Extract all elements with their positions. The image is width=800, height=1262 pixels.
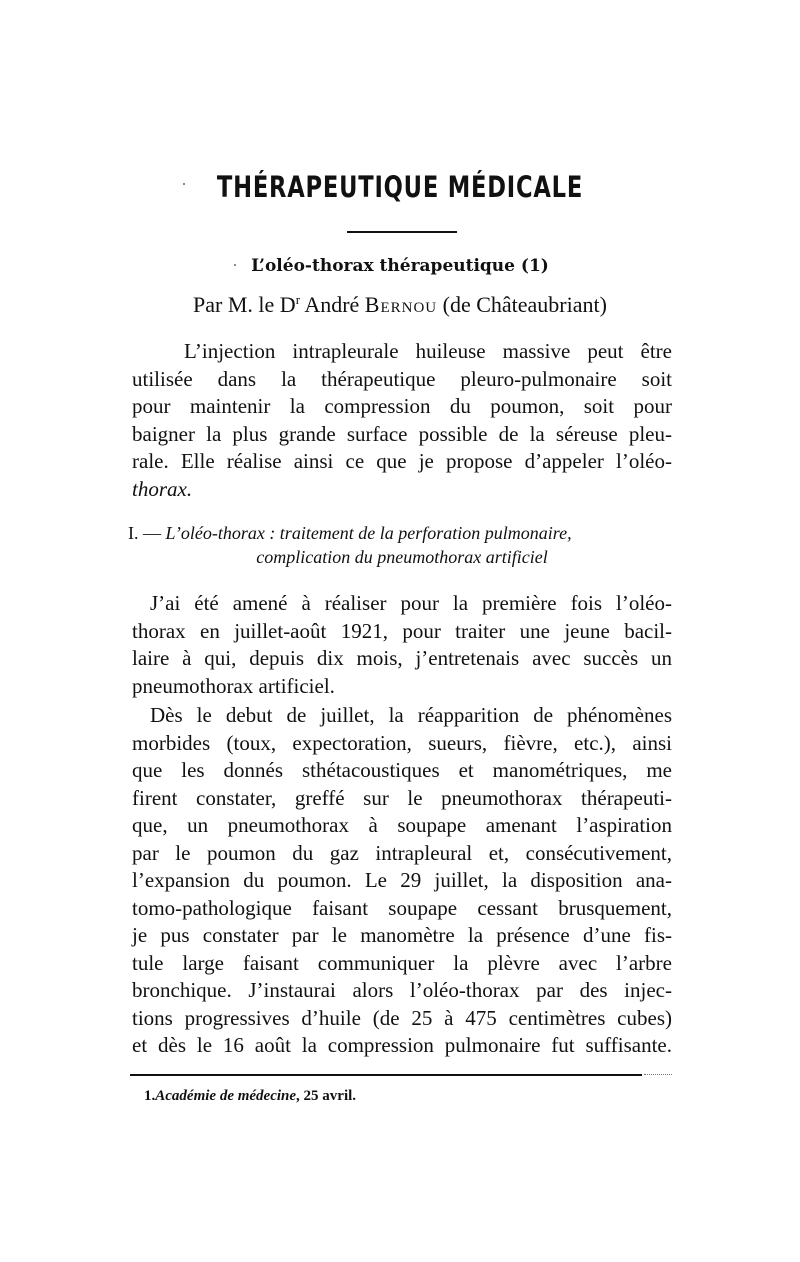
byline-superscript: r — [295, 292, 301, 307]
paragraph-line: utilisée dans la thérapeutique pleuro-pulmonaire soit — [132, 366, 672, 391]
paragraph-line: Dès le debut de juillet, la réapparition de phénomènes — [150, 703, 672, 727]
section-heading: THÉRAPEUTIQUE MÉDICALE — [216, 170, 584, 204]
byline-surname: Bernou — [364, 292, 438, 317]
paragraph-line: que les donnés sthétacoustiques et manométriques, me — [132, 758, 672, 782]
heading-rule — [347, 231, 457, 233]
intro-paragraph — [132, 338, 672, 503]
paragraph-line: laire à qui, depuis dix mois, j’entretenais avec succès un — [132, 646, 672, 670]
paragraph-line: par le poumon du gaz intrapleural et, consécutivement, — [132, 840, 672, 865]
paragraph-line: L’injection intrapleurale huileuse massive peut être — [184, 339, 672, 363]
paragraph-line: l’expansion du poumon. Le 29 juillet, la disposition ana- — [132, 868, 672, 892]
footnote-date: , 25 avril. — [296, 1088, 357, 1104]
paragraph-line: bronchique. J’instaurai alors l’oléo-thorax par des injec- — [132, 978, 672, 1002]
footnote — [144, 1088, 356, 1105]
paragraph-line: firent constater, greffé sur le pneumothorax thérapeuti- — [132, 785, 672, 810]
body-paragraph — [132, 590, 672, 700]
footnote-rule-tail — [644, 1074, 672, 1075]
subsection-heading — [128, 521, 676, 569]
article-title: L’oléo-thorax thérapeutique (1) — [251, 256, 549, 276]
byline-first-name: André — [300, 292, 365, 317]
paragraph-line: thorax. — [132, 476, 193, 501]
paragraph-line: morbides (toux, expectoration, sueurs, fièvre, etc.), ainsi — [132, 730, 672, 755]
subsection-title: L’oléo-thorax : traitement de la perforation pulmonaire, — [165, 523, 572, 543]
body-paragraph — [132, 702, 672, 1060]
byline — [0, 292, 800, 318]
paragraph-line: que, un pneumothorax à soupape amenant l’aspiration — [132, 813, 672, 837]
paragraph-line: baigner la plus grande surface possible de la séreuse pleu- — [132, 421, 672, 446]
paragraph-line: et dès le 16 août la compression pulmonaire fut suffisante. — [132, 1033, 672, 1057]
byline-prefix: Par M. le D — [193, 292, 296, 317]
paragraph-line: J’ai été amené à réaliser pour la première fois l’oléo- — [150, 591, 672, 615]
byline-suffix: (de Châteaubriant) — [437, 292, 607, 317]
subsection-title-line: complication du pneumothorax artificiel — [256, 547, 548, 567]
paragraph-line: rale. Elle réalise ainsi ce que je propose d’appeler l’oléo- — [132, 449, 672, 473]
paragraph-line: thorax en juillet-août 1921, pour traiter une jeune bacil- — [132, 618, 672, 643]
footnote-source: Académie de médecine — [155, 1088, 297, 1104]
footnote-rule — [130, 1074, 642, 1076]
paragraph-line: je pus constater par le manomètre la présence d’une fis- — [132, 923, 672, 947]
subsection-number: I. — — [128, 523, 166, 543]
paragraph-line: pneumothorax artificiel. — [132, 673, 335, 698]
paragraph-line: tomo-pathologique faisant soupape cessant brusquement, — [132, 895, 672, 920]
paragraph-line: tule large faisant communiquer la plèvre avec l’arbre — [132, 950, 672, 975]
paragraph-line: pour maintenir la compression du poumon, soit pour — [132, 394, 672, 418]
paragraph-line: tions progressives d’huile (de 25 à 475 centimètres cubes) — [132, 1005, 672, 1030]
footnote-number: 1. — [144, 1088, 156, 1104]
subsection-title-line — [128, 521, 676, 545]
